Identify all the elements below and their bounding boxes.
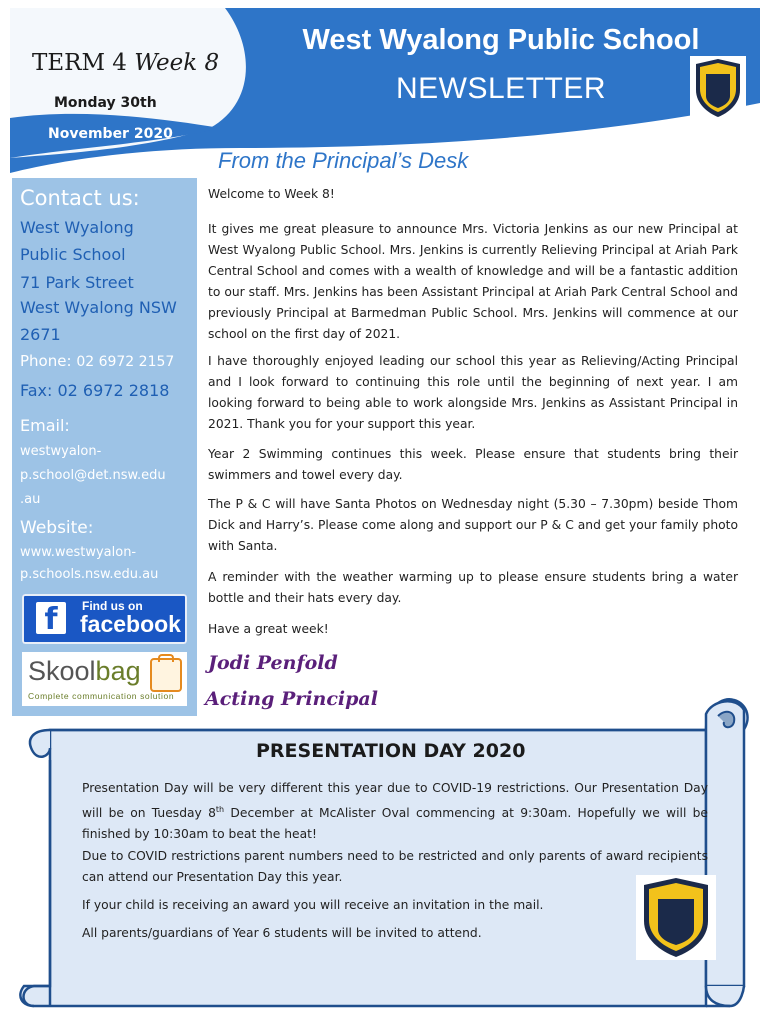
- email-address-line1[interactable]: westwyalon-: [20, 444, 102, 459]
- email-address-line2[interactable]: p.school@det.nsw.edu: [20, 468, 166, 483]
- presentation-paragraph: Due to COVID restrictions parent numbers need to be restricted and only parents of award recipients can attend our Presentation Day this year.: [82, 849, 708, 884]
- address-street: 71 Park Street: [20, 273, 134, 292]
- facebook-wordmark: facebook: [80, 611, 181, 637]
- phone-number[interactable]: 02 6972 2157: [76, 354, 175, 370]
- presentation-paragraph: All parents/guardians of Year 6 students will be invited to attend.: [82, 926, 482, 940]
- schoolbag-icon: [150, 658, 182, 692]
- phone-label: Phone:: [20, 352, 72, 370]
- ordinal-suffix: th: [215, 805, 225, 814]
- website-url-line2[interactable]: p.schools.nsw.edu.au: [20, 567, 159, 582]
- principal-paragraph: I have thoroughly enjoyed leading our school this year as Relieving/Acting Principal and I look forward to continuing this role until the beginning of next year. I am looking forward to being able to work alongside Mrs. Jenkins as Assistant Principal in 2021. Thank you for your support this year.: [208, 354, 738, 431]
- email-address-line3[interactable]: .au: [20, 492, 41, 507]
- website-url-line1[interactable]: www.westwyalon-: [20, 545, 137, 560]
- school-name-title: West Wyalong Public School: [302, 24, 700, 56]
- principal-paragraph: A reminder with the weather warming up to please ensure students bring a water bottle and their hats every day.: [208, 570, 738, 605]
- phone-line: [20, 352, 174, 370]
- website-heading: Website:: [20, 518, 94, 538]
- week-label: Week 8: [134, 50, 220, 76]
- presentation-paragraph: If your child is receiving an award you will receive an invitation in the mail.: [82, 898, 544, 912]
- contact-school-line2: Public School: [20, 245, 126, 264]
- presentation-paragraph: [82, 778, 708, 845]
- principal-paragraph: It gives me great pleasure to announce Mrs. Victoria Jenkins as our new Principal at West Wyalong Public School. Mrs. Jenkins is currently Relieving Principal at Ariah Park Central School and comes with a wealth of knowledge and will be a fantastic addition to our staff. Mrs. Jenkins has been Assistant Principal at Ariah Park Central School and previously Principal at Barmedman Public School. Mrs. Jenkins will commence at our school on the first day of 2021.: [208, 222, 738, 341]
- address-town: West Wyalong NSW: [20, 298, 177, 317]
- signature-title: Acting Principal: [205, 688, 378, 710]
- skoolbag-word-skool: Skool: [28, 656, 96, 686]
- term-week-label: [32, 50, 219, 76]
- principal-paragraph: The P & C will have Santa Photos on Wednesday night (5.30 – 7.30pm) beside Thom Dick and Harry’s. Please come along and support our P & C and get your family photo with Santa.: [208, 497, 738, 553]
- facebook-badge[interactable]: [22, 594, 187, 644]
- facebook-icon: f: [36, 602, 66, 634]
- school-crest-logo-large: [636, 875, 716, 960]
- issue-date-line2: November 2020: [48, 126, 173, 142]
- fax-line: Fax: 02 6972 2818: [20, 381, 170, 400]
- email-heading: Email:: [20, 416, 70, 435]
- term-label: TERM 4: [32, 50, 127, 76]
- signature-name: Jodi Penfold: [208, 652, 338, 674]
- contact-school-line1: West Wyalong: [20, 218, 134, 237]
- address-postcode: 2671: [20, 325, 61, 344]
- skoolbag-word-bag: bag: [95, 656, 141, 686]
- contact-heading: Contact us:: [20, 186, 140, 210]
- skoolbag-wordmark: [28, 656, 141, 687]
- principal-paragraph: Welcome to Week 8!: [208, 187, 335, 201]
- principal-paragraph: Have a great week!: [208, 622, 329, 636]
- presentation-text-part: Presentation Day will be very different this year due to COVID-19 restrictions. Our Presentation Day will be on Tuesday 8: [82, 781, 708, 821]
- presentation-day-title: PRESENTATION DAY 2020: [256, 740, 526, 762]
- presentation-text-part: December at McAlister Oval commencing at 9:30am. Hopefully we will be finished by 10:30am to beat the heat!: [82, 806, 708, 842]
- school-crest-logo: [690, 56, 746, 120]
- principal-paragraph: Year 2 Swimming continues this week. Please ensure that students bring their swimmers and towel every day.: [208, 447, 738, 482]
- skoolbag-tagline: Complete communication solution: [28, 691, 175, 701]
- principal-desk-heading: From the Principal’s Desk: [218, 148, 469, 173]
- issue-date-line1: Monday 30th: [54, 95, 157, 111]
- facebook-find-text: Find us on: [82, 599, 143, 613]
- newsletter-title: NEWSLETTER: [395, 72, 607, 105]
